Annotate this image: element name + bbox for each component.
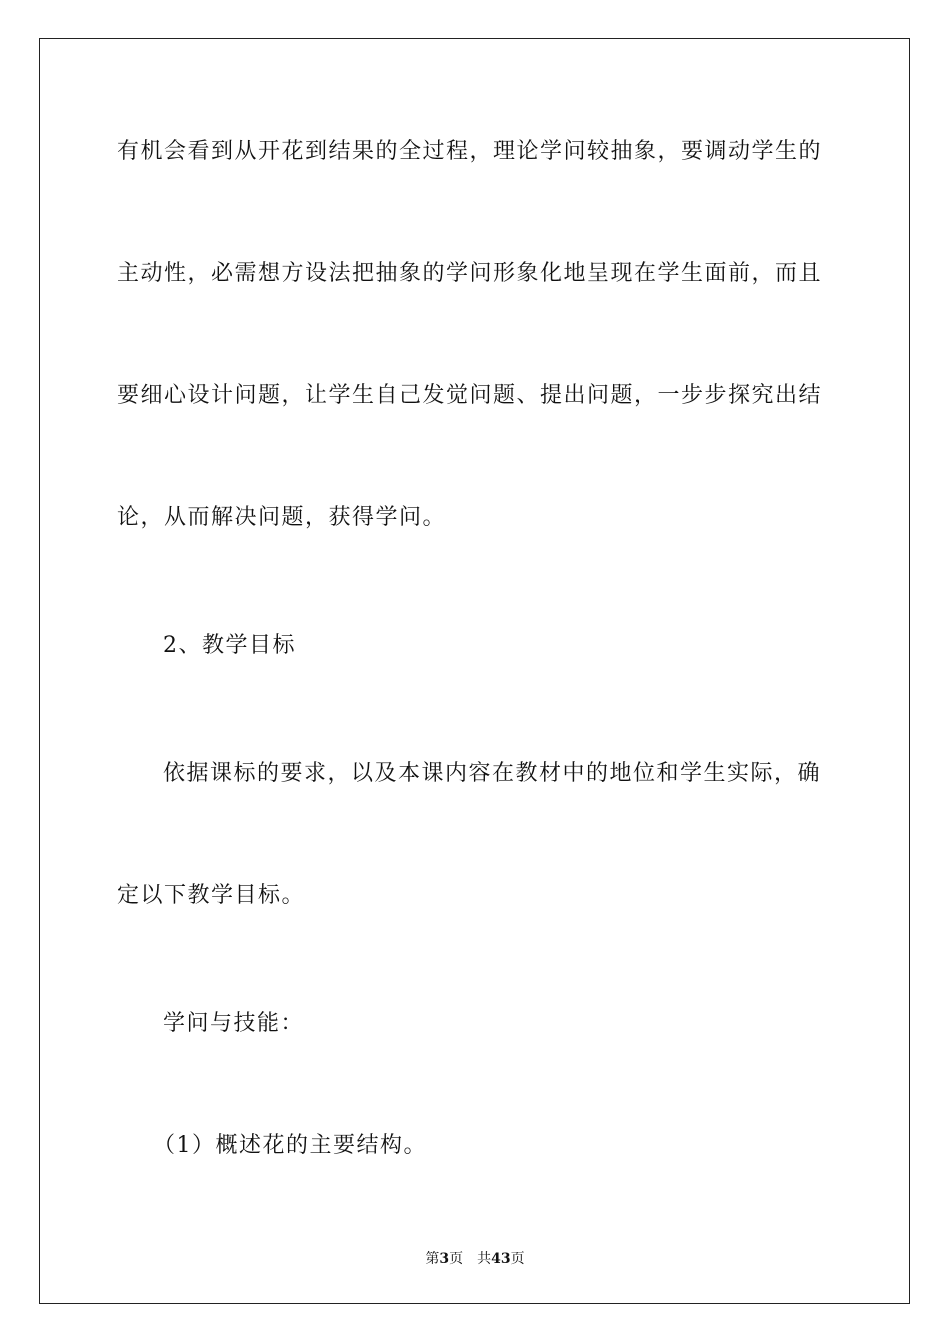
text-line: 有机会看到从开花到结果的全过程，理论学问较抽象，要调动学生的 xyxy=(117,139,823,164)
page-suffix: 页 xyxy=(449,1251,464,1267)
text-line: 要细心设计问题，让学生自己发觉问题、提出问题，一步步探究出结 xyxy=(117,383,823,408)
total-pages: 43 xyxy=(491,1251,511,1267)
total-suffix: 页 xyxy=(510,1251,525,1267)
page-footer xyxy=(0,1248,950,1268)
page-number: 3 xyxy=(439,1251,450,1267)
page-border xyxy=(39,38,910,1304)
text-line: 依据课标的要求，以及本课内容在教材中的地位和学生实际，确 xyxy=(163,761,822,786)
list-item: （1）概述花的主要结构。 xyxy=(153,1133,427,1158)
page-prefix: 第 xyxy=(425,1251,440,1267)
total-prefix: 共 xyxy=(477,1251,492,1267)
text-line: 论，从而解决问题，获得学问。 xyxy=(117,505,447,530)
subsection-heading: 学问与技能： xyxy=(163,1011,305,1036)
text-line: 主动性，必需想方设法把抽象的学问形象化地呈现在学生面前，而且 xyxy=(117,261,823,286)
text-line: 定以下教学目标。 xyxy=(117,883,306,908)
section-heading: 2、教学目标 xyxy=(163,633,296,658)
